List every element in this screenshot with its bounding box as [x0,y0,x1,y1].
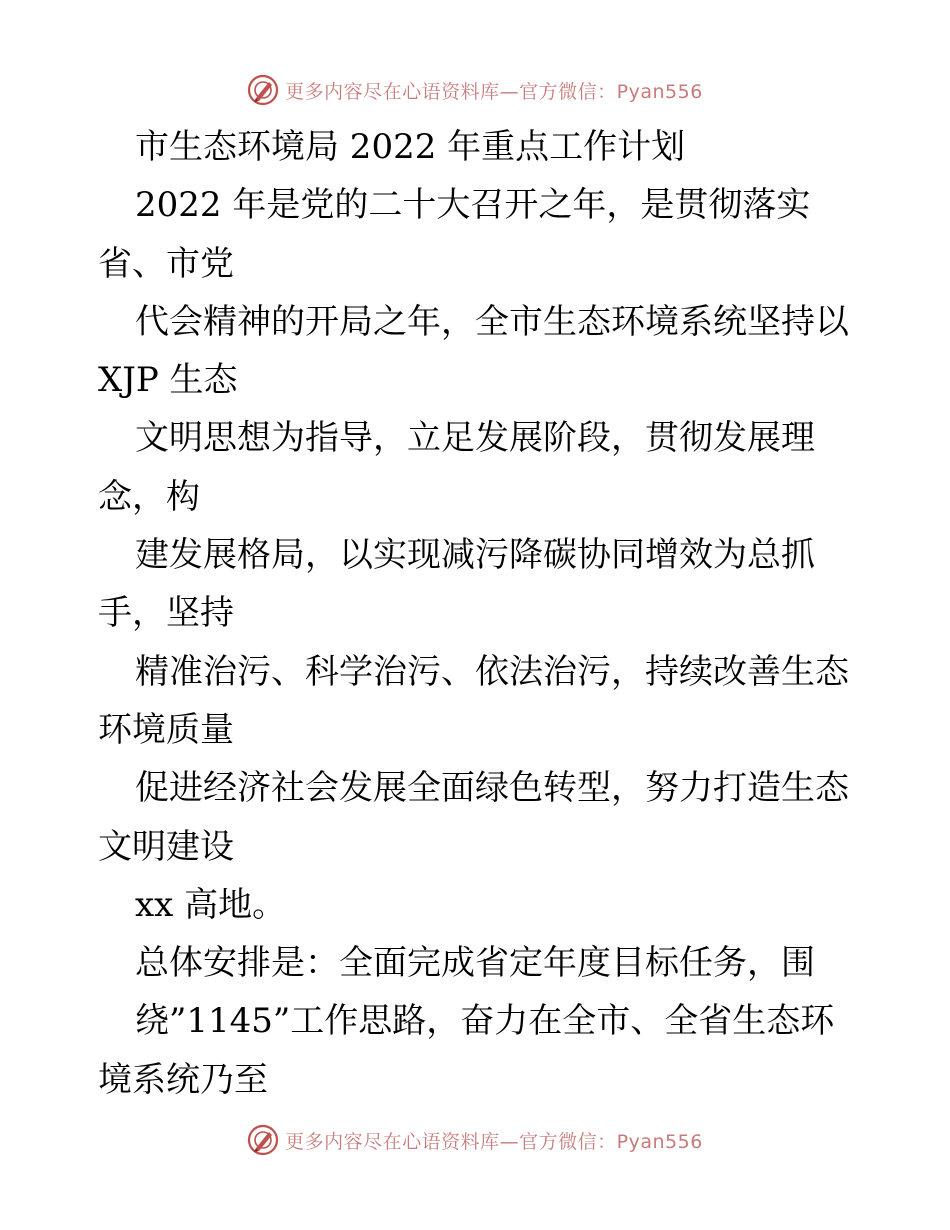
paragraph-line: 建发展格局，以实现减污降碳协同增效为总抓 [135,535,815,576]
paragraph-line: 环境质量 [98,709,234,750]
paragraph-line: 念，构 [98,476,200,517]
paragraph-line: 总体安排是：全面完成省定年度目标任务，围 [135,943,815,984]
header-banner [0,70,950,110]
paragraph-line: xx 高地。 [135,884,287,925]
footer-banner [0,1120,950,1160]
paragraph-line: 境系统乃至 [98,1059,268,1100]
paragraph-line: 代会精神的开局之年，全市生态环境系统坚持以 [135,301,849,342]
paragraph-line: 促进经济社会发展全面绿色转型，努力打造生态 [135,768,849,809]
paragraph-line: 精准治污、科学治污、依法治污，持续改善生态 [135,651,849,692]
document-body [98,118,868,1109]
footer-banner-text: 更多内容尽在心语资料库—官方微信：Pyan556 [285,1130,703,1153]
header-banner-text: 更多内容尽在心语资料库—官方微信：Pyan556 [285,80,703,103]
paragraph-line: 2022 年是党的二十大召开之年，是贯彻落实 [135,185,811,226]
paragraph-line: 文明思想为指导，立足发展阶段，贯彻发展理 [135,418,815,459]
document-title: 市生态环境局 2022 年重点工作计划 [135,127,686,167]
paragraph-line: 文明建设 [98,826,234,867]
pen-logo-icon [247,74,279,106]
paragraph-line: XJP 生态 [98,360,238,401]
paragraph-line: 手，坚持 [98,593,234,634]
paragraph-line: 绕”1145”工作思路，奋力在全市、全省生态环 [135,1001,835,1042]
pen-logo-icon [247,1124,279,1156]
paragraph-line: 省、市党 [98,243,234,284]
